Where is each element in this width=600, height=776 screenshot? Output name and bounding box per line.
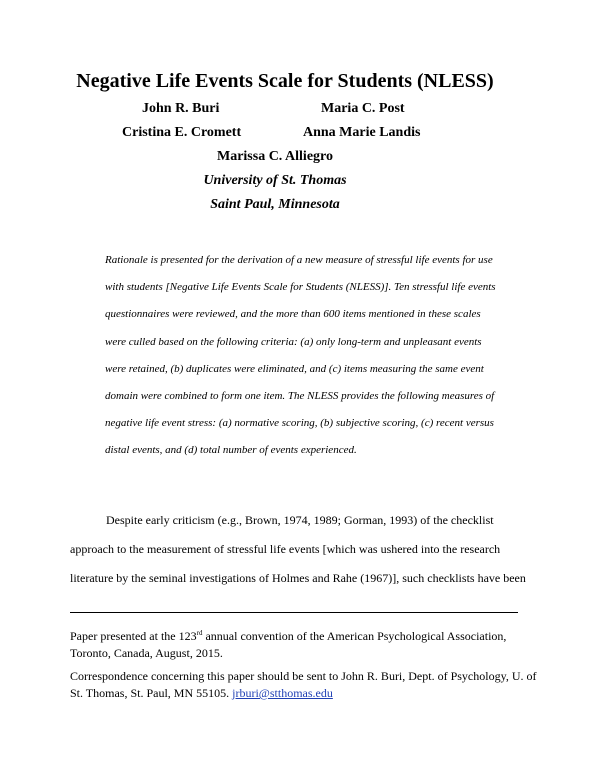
footnote-text: Paper presented at the 123 (70, 629, 197, 643)
location: Saint Paul, Minnesota (210, 197, 340, 212)
footnote-line (70, 629, 506, 644)
body-line: approach to the measurement of stressful life events [which was ushered into the research (70, 542, 501, 556)
footnote-line: Correspondence concerning this paper should be sent to John R. Buri, Dept. of Psychology, U. of (70, 669, 537, 683)
body-line: Despite early criticism (e.g., Brown, 1974, 1989; Gorman, 1993) of the checklist (106, 513, 494, 527)
affiliation: University of St. Thomas (203, 173, 347, 188)
abstract-line: questionnaires were reviewed, and the more than 600 items mentioned in these scales (105, 308, 481, 320)
footnote-text: St. Thomas, St. Paul, MN 55105. (70, 686, 233, 700)
footnote-divider (70, 612, 518, 613)
abstract-line: domain were combined to form one item. The NLESS provides the following measures of (105, 390, 495, 402)
footnote-line (70, 686, 333, 701)
body-line: literature by the seminal investigations of Holmes and Rahe (1967)], such checklists have been (70, 571, 526, 585)
author-name: Maria C. Post (321, 101, 405, 116)
ordinal-suffix: rd (196, 629, 203, 637)
author-name: John R. Buri (142, 101, 220, 116)
paper-title: Negative Life Events Scale for Students (NLESS) (76, 70, 494, 92)
abstract-line: with students [Negative Life Events Scale for Students (NLESS)]. Ten stressful life events (105, 281, 496, 293)
author-name: Anna Marie Landis (303, 125, 421, 140)
footnote-text: annual convention of the American Psychological Association, (202, 629, 507, 643)
abstract-line: Rationale is presented for the derivation of a new measure of stressful life events for use (105, 254, 493, 266)
author-name: Marissa C. Alliegro (216, 149, 333, 164)
email-link[interactable]: jrburi@stthomas.edu (232, 686, 333, 700)
author-name: Cristina E. Cromett (122, 125, 242, 140)
footnote-line: Toronto, Canada, August, 2015. (70, 646, 223, 660)
abstract-line: were culled based on the following criteria: (a) only long-term and unpleasant events (105, 336, 482, 348)
abstract-line: distal events, and (d) total number of events experienced. (105, 444, 357, 456)
abstract-line: negative life event stress: (a) normative scoring, (b) subjective scoring, (c) recent versus (105, 417, 494, 429)
abstract-line: were retained, (b) duplicates were eliminated, and (c) items measuring the same event (105, 363, 484, 375)
